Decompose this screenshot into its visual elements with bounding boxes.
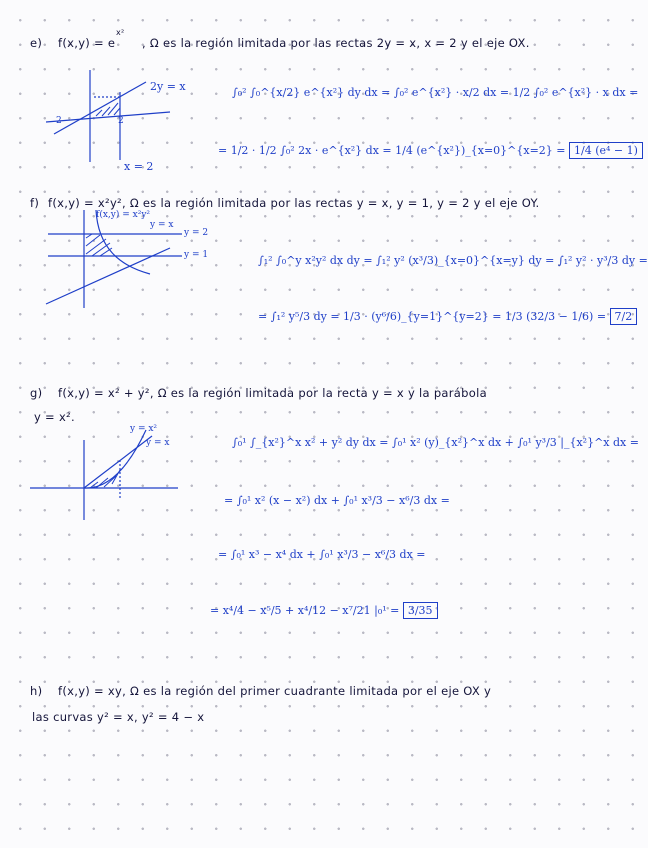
exponent-text: x² (116, 28, 125, 37)
step-g-1 (232, 436, 639, 449)
answer-box: 1/4 (e⁴ − 1) (569, 142, 643, 159)
answer-box: 3/35 (403, 602, 438, 619)
tick-label: 2 (56, 116, 62, 126)
graph-label-line: y = x (150, 220, 174, 230)
step-f-1 (258, 254, 648, 267)
step-text: = ∫₀¹ x² (x − x²) dx + ∫₀¹ x³/3 − x⁶/3 dx = (224, 494, 450, 507)
statement-text: y = x². (34, 410, 75, 424)
graph-label-parabola: y = x² (130, 424, 158, 434)
step-text: = 1/2 · 1/2 ∫₀² 2x · e^{x²} dx = 1/4 (e^{x²})_{x=0}^{x=2} = (218, 144, 570, 157)
graph-label-curve: f(x,y) = x²y² (96, 210, 151, 220)
statement-text: f(x,y) = x²y², Ω es la región limitada por las rectas y = x, y = 1, y = 2 y el eje OY. (48, 196, 540, 210)
answer-box: 7/2 (610, 308, 638, 325)
x-axis (46, 112, 170, 122)
step-text: ∫₀² ∫₀^{x/2} e^{x²} dy dx = ∫₀² e^{x²} · x/2 dx = 1/2 ∫₀² e^{x²} · x dx = (232, 86, 639, 99)
line-2y-x (54, 82, 146, 134)
graph-label-line: 2y = x (150, 80, 186, 93)
step-g-4 (210, 604, 438, 617)
step-g-3 (218, 548, 426, 561)
problem-label: f) (30, 196, 40, 210)
step-e-1 (232, 86, 638, 99)
line-y-x (84, 436, 152, 488)
step-g-2 (224, 494, 450, 507)
tick-label: 2 (118, 116, 124, 126)
step-text: = ∫₁² y⁵/3 dy = 1/3 · (y⁶/6)_{y=1}^{y=2} = 1/3 (32/3 − 1/6) = (258, 310, 610, 323)
graph-label-line: y = x (146, 438, 170, 448)
step-text: ∫₁² ∫₀^y x²y² dx dy = ∫₁² y² (x³/3)_{x=0}^{x=y} dy = ∫₁² y² · y³/3 dy = (258, 254, 648, 267)
statement-text: f(x,y) = x² + y², Ω es la región limitada por la recta y = x y la parábola (58, 386, 487, 400)
step-text: ∫₀¹ ∫_{x²}^x x² + y² dy dx = ∫₀¹ x² (y)_{x²}^x dx + ∫₀¹ y³/3 |_{x²}^x dx = (232, 436, 639, 449)
step-e-2 (218, 144, 643, 157)
step-f-2 (258, 310, 637, 323)
problem-label: h) (30, 684, 43, 698)
step-text: = ∫₀¹ x³ − x⁴ dx + ∫₀¹ x³/3 − x⁶/3 dx = (218, 548, 426, 561)
function-text: f(x,y) = e (58, 36, 116, 50)
statement-text: las curvas y² = x, y² = 4 − x (32, 710, 205, 724)
step-text: = x⁴/4 − x⁵/5 + x⁴/12 − x⁷/21 |₀¹ = (210, 604, 403, 617)
graph-f (40, 208, 220, 313)
graph-label-y2: y = 2 (184, 228, 209, 238)
graph-g (28, 420, 188, 520)
region-text: , Ω es la región limitada por las rectas 2y = x, x = 2 y el eje OX. (142, 36, 530, 50)
statement-text: f(x,y) = xy, Ω es la región del primer cuadrante limitada por el eje OX y (58, 684, 492, 698)
problem-label: g) (30, 386, 43, 400)
graph-e (40, 62, 190, 172)
graph-label-vline: x = 2 (124, 160, 154, 173)
graph-label-y1: y = 1 (184, 250, 209, 260)
problem-label: e) (30, 36, 43, 50)
